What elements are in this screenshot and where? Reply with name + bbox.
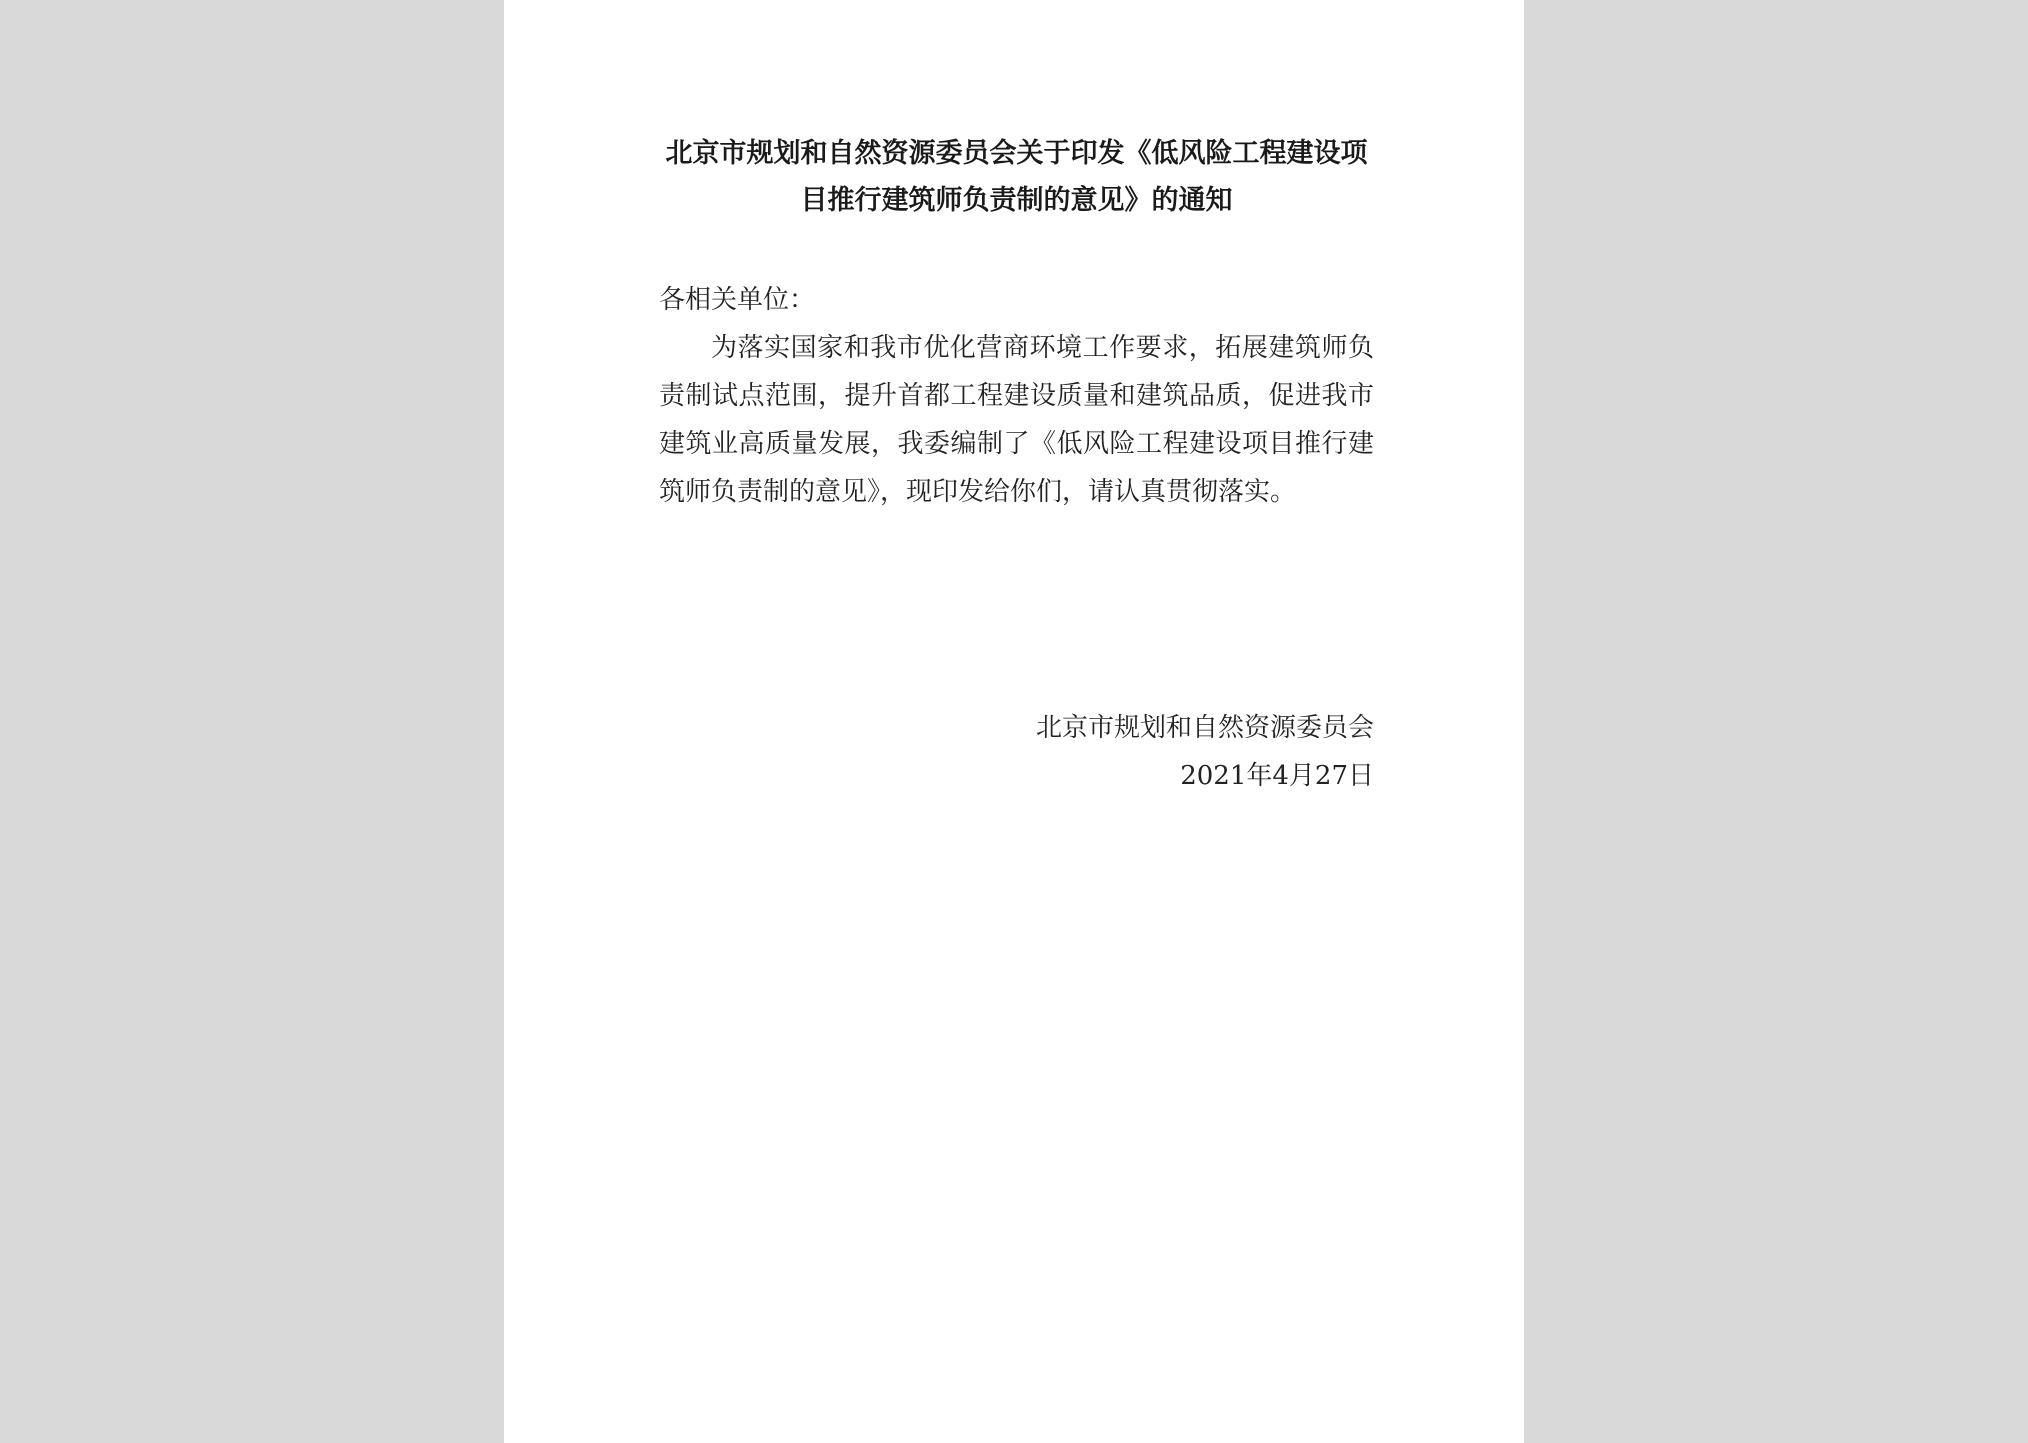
salutation: 各相关单位： — [659, 285, 816, 315]
signature-date: 2021年4月27日 — [1180, 761, 1374, 791]
title-line-2: 目推行建筑师负责制的意见》的通知 — [800, 185, 1233, 216]
document-page — [504, 0, 1524, 1443]
title-line-1: 北京市规划和自然资源委员会关于印发《低风险工程建设项 — [665, 138, 1368, 169]
body-paragraph: 为落实国家和我市优化营商环境工作要求，拓展建筑师负责制试点范围，提升首都工程建设质量和建筑品质，促进我市建筑业高质量发展，我委编制了《低风险工程建设项目推行建筑师负责制的意见》，现印发给你们，请认真贯彻落实。 — [659, 333, 1374, 507]
signature-organization: 北京市规划和自然资源委员会 — [1035, 713, 1374, 743]
signature-block — [659, 704, 1374, 800]
document-title — [659, 130, 1374, 224]
